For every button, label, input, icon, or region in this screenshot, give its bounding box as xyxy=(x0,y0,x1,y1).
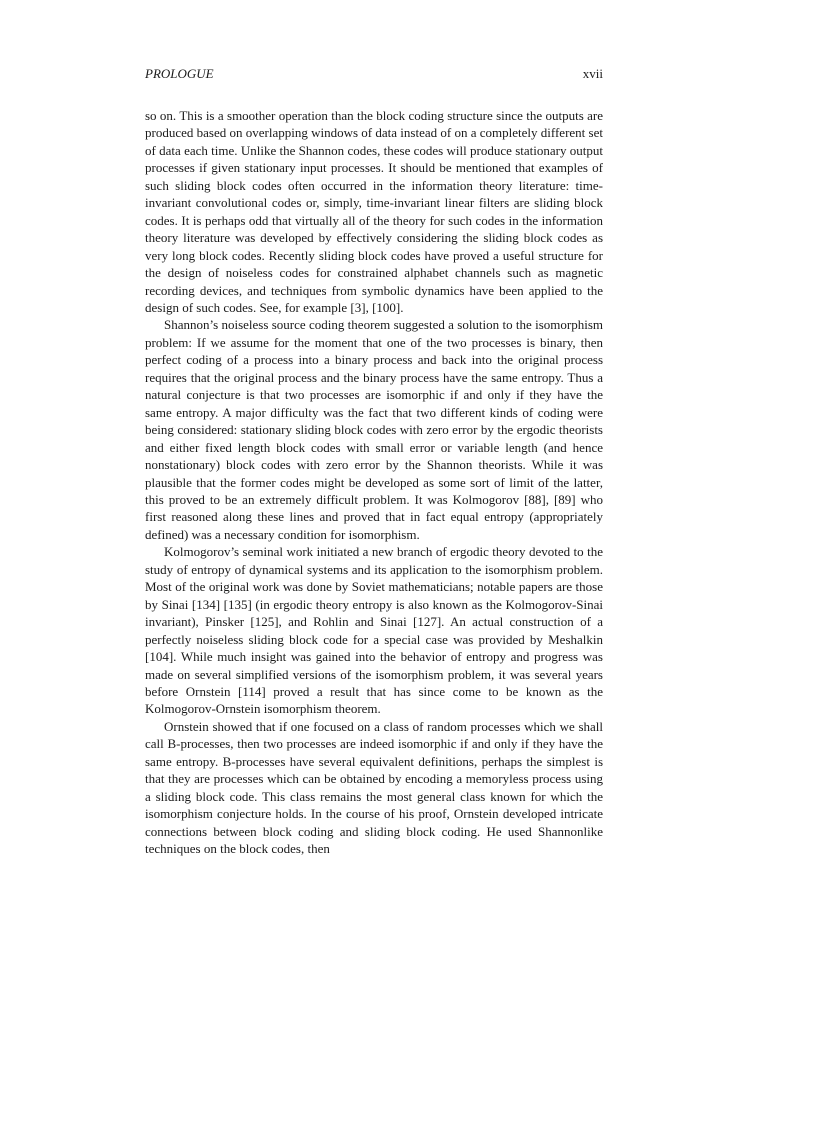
running-header xyxy=(145,66,603,84)
paragraph-3: Kolmogorov’s seminal work initiated a new branch of ergodic theory devoted to the study of entropy of dynamical systems and its application to the isomorphism problem. Most of the original work was done by Soviet mathematicians; notable papers are those by Sinai [134] [135] (in ergodic theory entropy is also known as the Kolmogorov-Sinai invariant), Pinsker [125], and Rohlin and Sinai [127]. An actual construction of a perfectly noiseless sliding block code for a special case was provided by Meshalkin [104]. While much insight was gained into the behavior of entropy and progress was made on several simplified versions of the isomorphism problem, it was several years before Ornstein [114] proved a result that has since come to be known as the Kolmogorov-Ornstein isomorphism theorem. xyxy=(145,544,603,717)
page-number: xvii xyxy=(582,66,603,81)
running-title: PROLOGUE xyxy=(145,66,214,81)
body-text xyxy=(145,107,603,857)
paragraph-4: Ornstein showed that if one focused on a class of random processes which we shall call B-processes, then two processes are indeed isomorphic if and only if they have the same entropy. B-processes have several equivalent definitions, perhaps the simplest is that they are processes which can be obtained by encoding a memoryless process using a sliding block code. This class remains the most general class known for which the isomorphism conjecture holds. In the course of his proof, Ornstein developed intricate connections between block coding and sliding block coding. He used Shannonlike techniques on the block codes, then xyxy=(145,718,603,857)
paragraph-2: Shannon’s noiseless source coding theorem suggested a solution to the isomorphism problem: If we assume for the moment that one of the two processes is binary, then perfect coding of a process into a binary process and back into the original process requires that the original process and the binary process have the same entropy. Thus a natural conjecture is that two processes are isomorphic if and only if they have the same entropy. A major difficulty was the fact that two different kinds of coding were being considered: stationary sliding block codes with zero error by the ergodic theorists and either fixed length block codes with small error or variable length (and hence nonstationary) block codes with zero error by the Shannon theorists. While it was plausible that the former codes might be developed as some sort of limit of the latter, this proved to be an extremely difficult problem. It was Kolmogorov [88], [89] who first reasoned along these lines and proved that in fact equal entropy (appropriately defined) was a necessary condition for isomorphism. xyxy=(145,317,603,542)
paragraph-1: so on. This is a smoother operation than the block coding structure since the outputs are produced based on overlapping windows of data instead of on a completely different set of data each time. Unlike the Shannon codes, these codes will produce stationary output processes if given stationary input processes. It should be mentioned that examples of such sliding block codes often occurred in the information theory literature: time-invariant convolutional codes or, simply, time-invariant linear filters are sliding block codes. It is perhaps odd that virtually all of the theory for such codes in the information theory literature was developed by effectively considering the sliding block codes as very long block codes. Recently sliding block codes have proved a useful structure for the design of noiseless codes for constrained alphabet channels such as magnetic recording devices, and techniques from symbolic dynamics have been applied to the design of such codes. See, for example [3], [100]. xyxy=(145,108,603,315)
